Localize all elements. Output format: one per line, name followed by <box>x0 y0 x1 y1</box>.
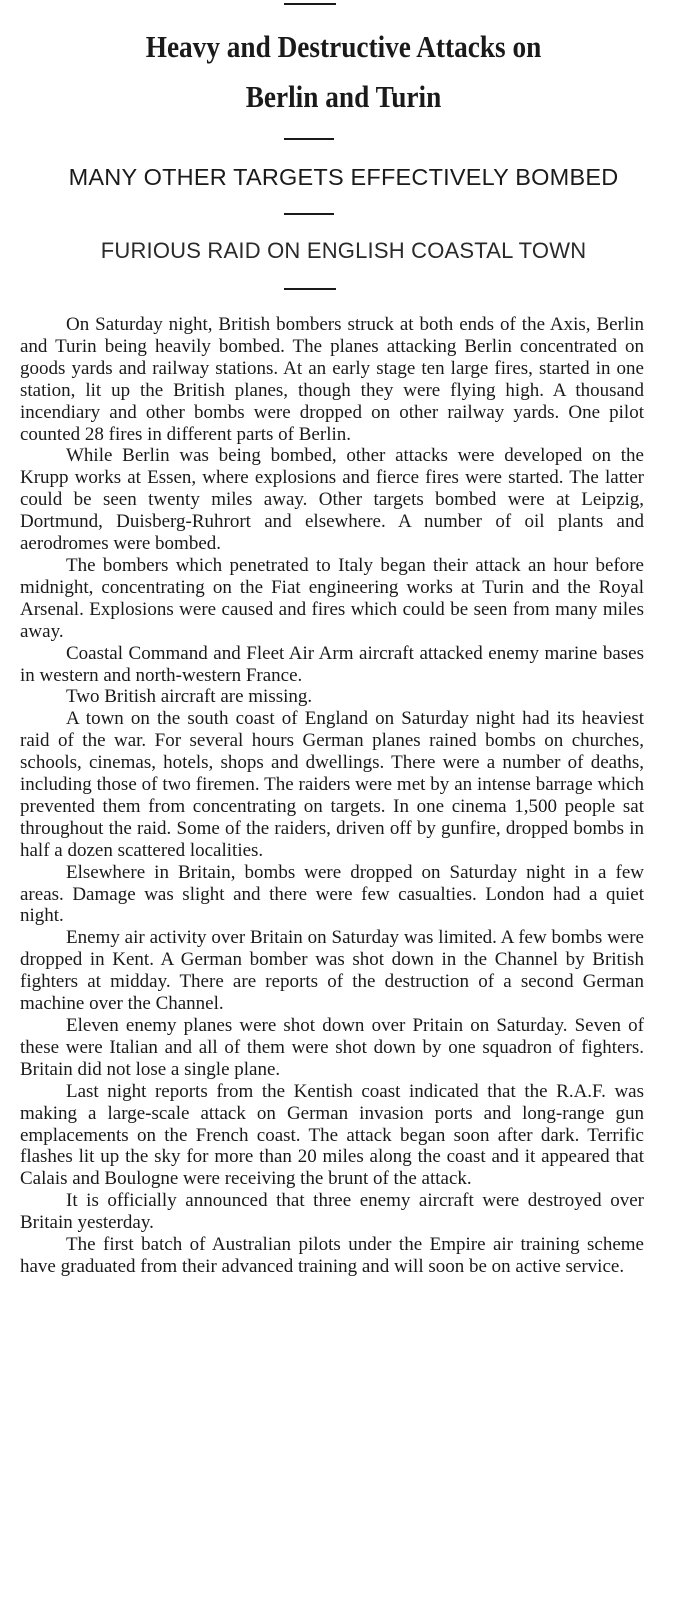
paragraph: The bombers which penetrated to Italy began their attack an hour before midnight, concentrating on the Fiat engineering works at Turin and the Royal Arsenal. Explosions were caused and fires which could be seen from many miles away. <box>20 554 644 642</box>
article-body <box>20 314 644 1278</box>
headline-line-2: Berlin and Turin <box>245 79 442 114</box>
paragraph: The first batch of Australian pilots under the Empire air training scheme have graduated from their advanced training and will soon be on active service. <box>20 1234 644 1277</box>
divider-rule-3 <box>284 288 336 290</box>
paragraph: A town on the south coast of England on Saturday night had its heaviest raid of the war. For several hours German planes rained bombs on churches, schools, cinemas, hotels, shops and dwellings. There were a number of deaths, including those of two firemen. The raiders were met by an intense barrage which prevented them from concentrating on targets. In one cinema 1,500 people sat throughout the raid. Some of the raiders, driven off by gunfire, dropped bombs in half a dozen scattered localities. <box>20 708 644 861</box>
paragraph: Two British aircraft are missing. <box>66 686 313 708</box>
top-rule <box>284 3 336 5</box>
paragraph: Enemy air activity over Britain on Saturday was limited. A few bombs were dropped in Kent. A German bomber was shot down in the Channel by British fighters at midday. There are reports of the destruction of a second German machine over the Channel. <box>20 927 644 1015</box>
divider-rule-1 <box>284 138 334 140</box>
headline-line-1: Heavy and Destructive Attacks on <box>145 29 542 64</box>
paragraph: It is officially announced that three enemy aircraft were destroyed over Britain yesterday. <box>20 1190 644 1234</box>
paragraph: Eleven enemy planes were shot down over Pritain on Saturday. Seven of these were Italian and all of them were shot down by one squadron of fighters. Britain did not lose a single plane. <box>20 1015 644 1080</box>
subheadline: MANY OTHER TARGETS EFFECTIVELY BOMBED <box>68 164 619 190</box>
secondary-headline: FURIOUS RAID ON ENGLISH COASTAL TOWN <box>100 238 587 263</box>
divider-rule-2 <box>284 213 334 215</box>
paragraph: On Saturday night, British bombers struck at both ends of the Axis, Berlin and Turin being heavily bombed. The planes attacking Berlin concentrated on goods yards and railway stations. At an early stage ten large fires, started in one station, lit up the British planes, though they were flying high. A thousand incendiary and other bombs were dropped on other railway yards. One pilot counted 28 fires in different parts of Berlin. <box>20 314 644 445</box>
paragraph: Coastal Command and Fleet Air Arm aircraft attacked enemy marine bases in western and north-western France. <box>20 642 644 686</box>
paragraph: Elsewhere in Britain, bombs were dropped on Saturday night in a few areas. Damage was slight and there were few casualties. London had a quiet night. <box>20 861 644 927</box>
paragraph: While Berlin was being bombed, other attacks were developed on the Krupp works at Essen, where explosions and fierce fires were started. The latter could be seen twenty miles away. Other targets bombed were at Leipzig, Dortmund, Duisberg-Ruhrort and elsewhere. A number of oil plants and aerodromes were bombed. <box>20 445 644 555</box>
paragraph: Last night reports from the Kentish coast indicated that the R.A.F. was making a large-scale attack on German invasion ports and long-range gun emplacements on the French coast. The attack began soon after dark. Terrific flashes lit up the sky for more than 20 miles along the coast and it appeared that Calais and Boulogne were receiving the brunt of the attack. <box>20 1080 644 1190</box>
